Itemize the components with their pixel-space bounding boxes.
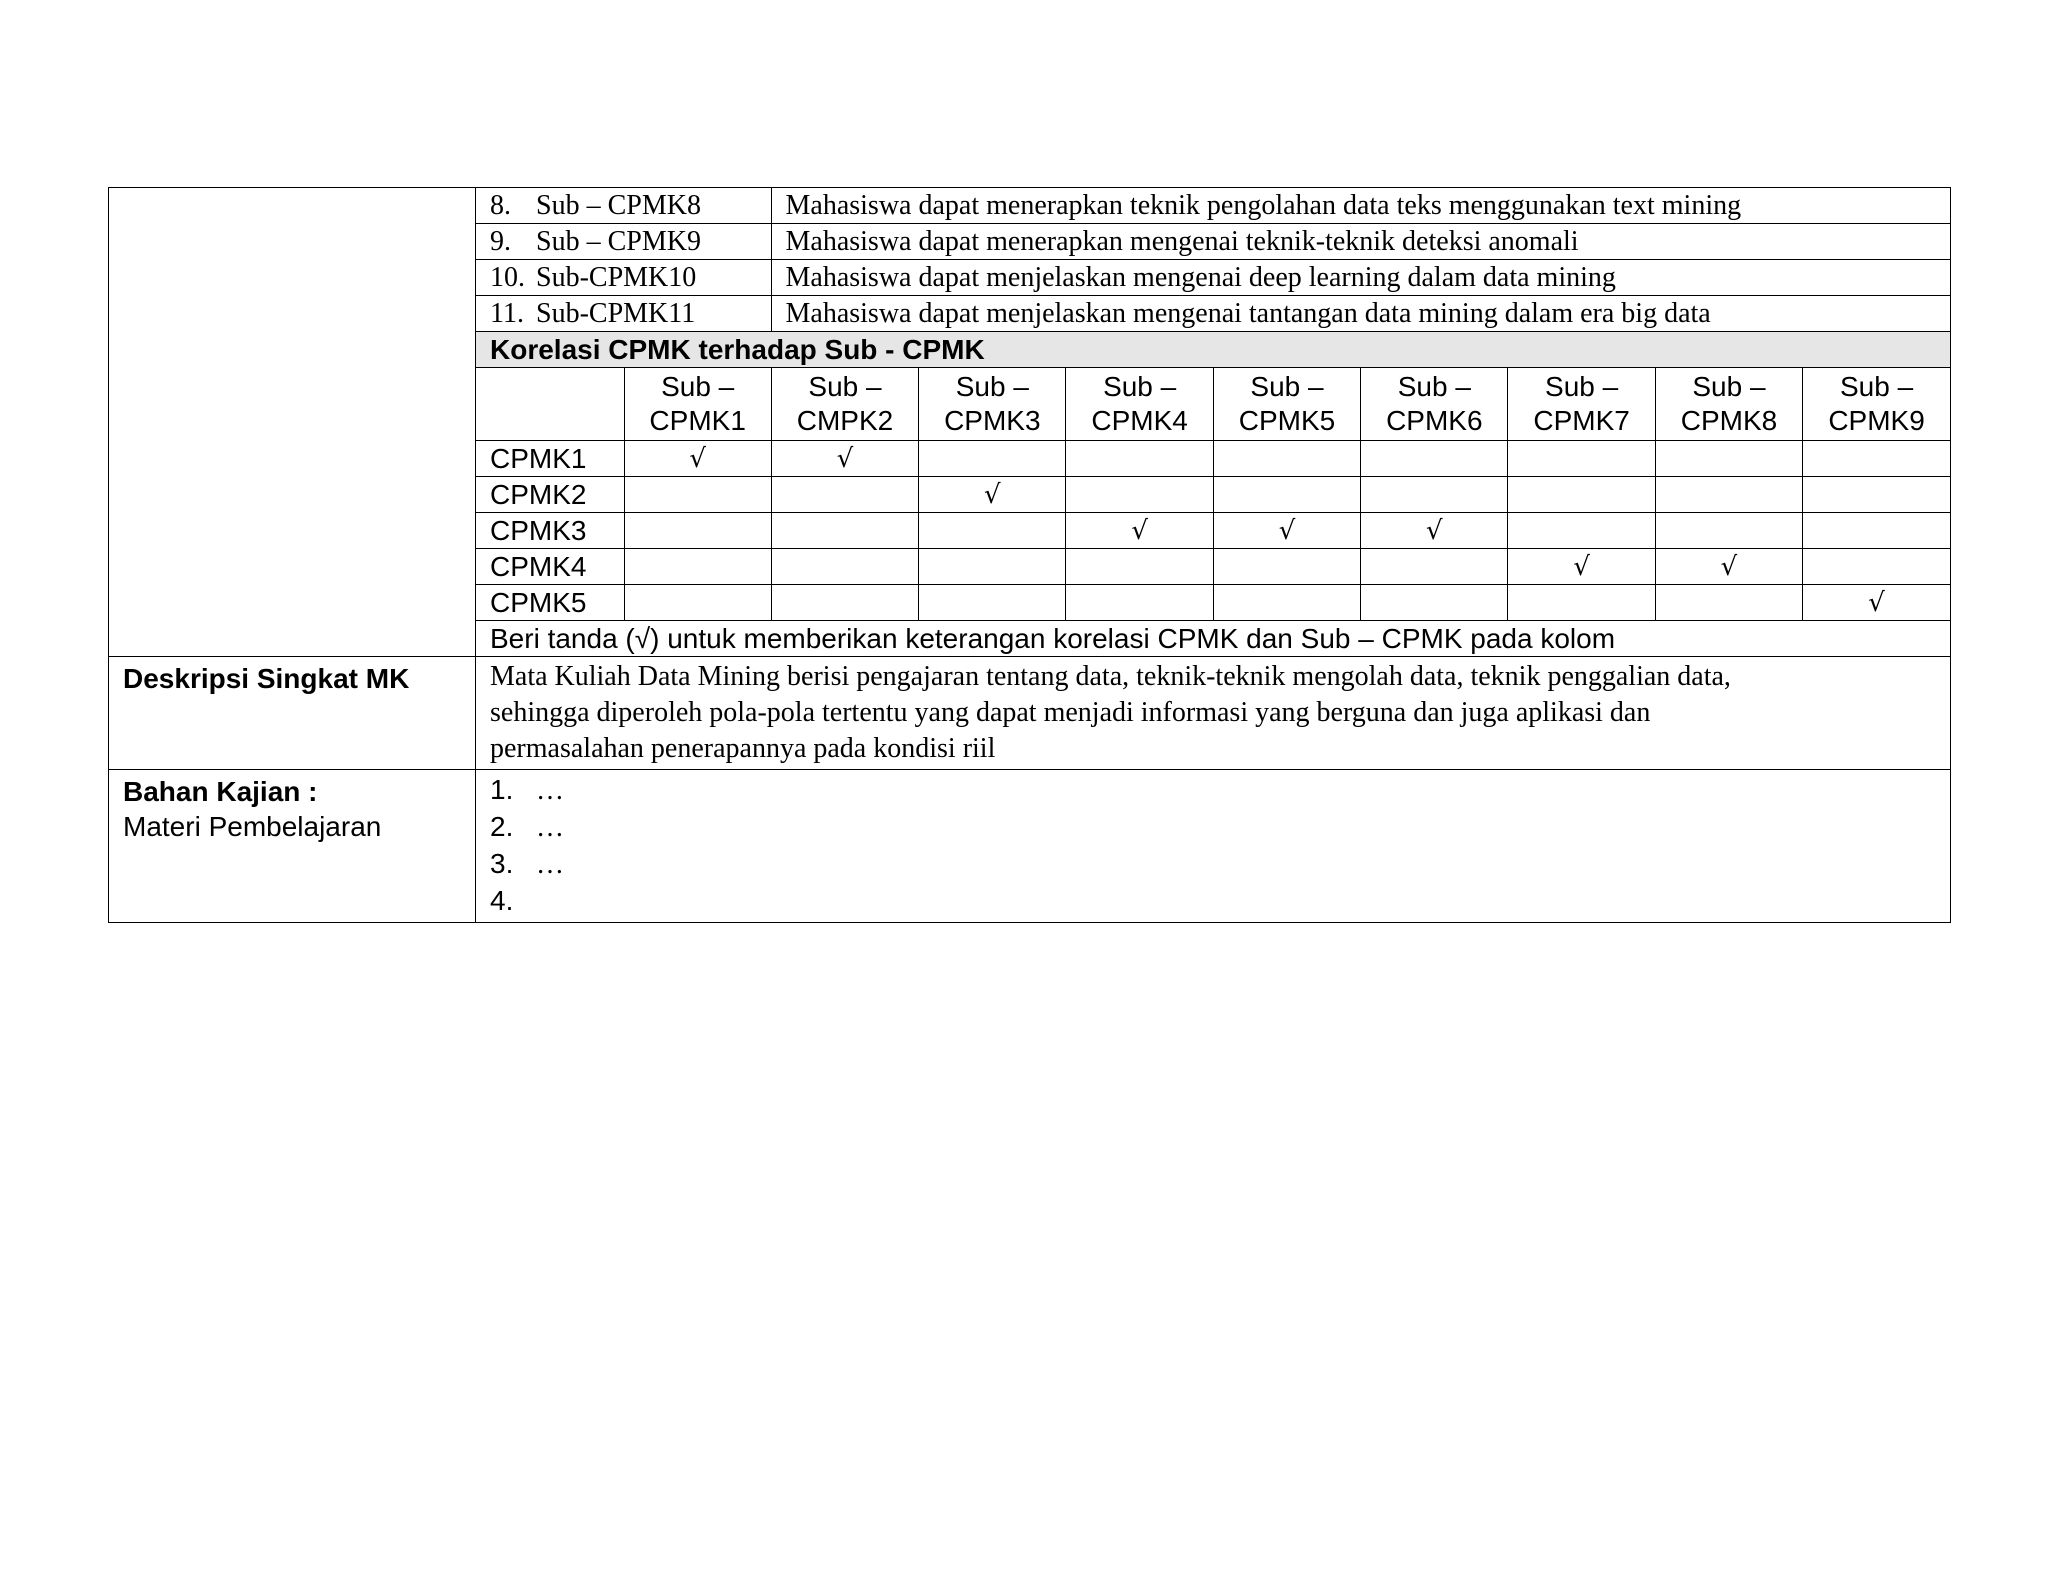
matrix-cell: √ <box>1655 549 1802 585</box>
matrix-row-cpmk4 <box>476 549 1950 585</box>
left-empty-cell <box>109 188 476 657</box>
matrix-column-header: Sub – CPMK8 <box>1655 368 1802 441</box>
sub-cpmk-desc: Mahasiswa dapat menerapkan mengenai teknik-teknik deteksi anomali <box>771 224 1950 260</box>
bahan-kajian-row <box>109 770 1951 923</box>
deskripsi-text <box>476 657 1951 770</box>
matrix-cell <box>1508 441 1655 477</box>
sub-cpmk-desc: Mahasiswa dapat menjelaskan mengenai deep learning dalam data mining <box>771 260 1950 296</box>
korelasi-heading: Korelasi CPMK terhadap Sub - CPMK <box>476 332 1950 368</box>
sub-cpmk-code: 10. Sub-CPMK10 <box>476 260 771 296</box>
matrix-column-header: Sub – CMPK2 <box>771 368 918 441</box>
matrix-column-header: Sub – CPMK3 <box>919 368 1066 441</box>
matrix-cell <box>1361 477 1508 513</box>
matrix-cell: √ <box>1066 513 1213 549</box>
deskripsi-line: Mata Kuliah Data Mining berisi pengajaran tentang data, teknik-teknik mengolah data, teknik penggalian data, <box>490 661 1731 692</box>
bahan-kajian-list <box>476 770 1951 923</box>
matrix-cell <box>1655 477 1802 513</box>
matrix-cell <box>1508 477 1655 513</box>
matrix-cell <box>1361 549 1508 585</box>
sub-cpmk-row <box>476 224 1950 260</box>
matrix-row-cpmk1 <box>476 441 1950 477</box>
matrix-row-label: CPMK3 <box>476 513 624 549</box>
matrix-cell: √ <box>1213 513 1360 549</box>
matrix-row-cpmk5 <box>476 585 1950 621</box>
list-item: 1. … <box>490 774 564 806</box>
matrix-cell <box>919 441 1066 477</box>
matrix-cell <box>1508 585 1655 621</box>
sub-cpmk-row <box>476 260 1950 296</box>
matrix-cell <box>919 513 1066 549</box>
matrix-row-cpmk3 <box>476 513 1950 549</box>
deskripsi-line: sehingga diperoleh pola-pola tertentu yang dapat menjadi informasi yang berguna dan juga aplikasi dan <box>490 697 1651 728</box>
matrix-column-header: Sub – CPMK5 <box>1213 368 1360 441</box>
list-item: 3. … <box>490 848 564 880</box>
matrix-cell <box>771 513 918 549</box>
matrix-cell <box>1066 549 1213 585</box>
sub-cpmk-desc: Mahasiswa dapat menjelaskan mengenai tantangan data mining dalam era big data <box>771 296 1950 332</box>
matrix-cell <box>1803 549 1950 585</box>
matrix-column-header: Sub – CPMK1 <box>624 368 771 441</box>
deskripsi-line: permasalahan penerapannya pada kondisi riil <box>490 733 996 764</box>
sub-cpmk-table <box>476 188 1950 368</box>
matrix-cell <box>919 585 1066 621</box>
sub-cpmk-row <box>476 296 1950 332</box>
sub-cpmk-content-cell <box>476 188 1951 657</box>
list-item: 2. … <box>490 811 564 843</box>
matrix-cell <box>1213 549 1360 585</box>
matrix-row-label: CPMK4 <box>476 549 624 585</box>
matrix-cell <box>624 513 771 549</box>
matrix-cell: √ <box>1508 549 1655 585</box>
matrix-cell <box>624 585 771 621</box>
sub-cpmk-code: 8. Sub – CPMK8 <box>476 188 771 224</box>
matrix-cell <box>1213 477 1360 513</box>
matrix-row-label: CPMK1 <box>476 441 624 477</box>
korelasi-note: Beri tanda (√) untuk memberikan keterangan korelasi CPMK dan Sub – CPMK pada kolom <box>476 621 1950 657</box>
list-item: 4. <box>490 885 514 916</box>
matrix-cell <box>1655 585 1802 621</box>
matrix-cell <box>919 549 1066 585</box>
matrix-cell <box>1803 441 1950 477</box>
matrix-cell: √ <box>771 441 918 477</box>
deskripsi-row <box>109 657 1951 770</box>
sub-cpmk-row <box>476 188 1950 224</box>
matrix-cell <box>1655 441 1802 477</box>
matrix-cell <box>1361 585 1508 621</box>
matrix-cell <box>771 477 918 513</box>
matrix-cell: √ <box>624 441 771 477</box>
bahan-kajian-label: Bahan Kajian : <box>123 776 318 807</box>
matrix-cell <box>771 549 918 585</box>
matrix-row-label: CPMK2 <box>476 477 624 513</box>
matrix-cell <box>1803 513 1950 549</box>
matrix-cell: √ <box>1361 513 1508 549</box>
deskripsi-label: Deskripsi Singkat MK <box>109 657 476 770</box>
matrix-cell <box>1803 477 1950 513</box>
sub-cpmk-code: 11. Sub-CPMK11 <box>476 296 771 332</box>
korelasi-matrix <box>476 368 1950 656</box>
matrix-cell <box>624 549 771 585</box>
matrix-column-header: Sub – CPMK9 <box>1803 368 1950 441</box>
matrix-cell <box>1066 477 1213 513</box>
sub-cpmk-section <box>109 188 1951 657</box>
matrix-column-header: Sub – CPMK7 <box>1508 368 1655 441</box>
matrix-cell <box>1066 585 1213 621</box>
sub-cpmk-desc: Mahasiswa dapat menerapkan teknik pengolahan data teks menggunakan text mining <box>771 188 1950 224</box>
matrix-column-header: Sub – CPMK6 <box>1361 368 1508 441</box>
matrix-cell <box>1508 513 1655 549</box>
matrix-cell <box>1213 585 1360 621</box>
materi-pembelajaran-label: Materi Pembelajaran <box>123 811 382 842</box>
matrix-row-label: CPMK5 <box>476 585 624 621</box>
matrix-cell <box>771 585 918 621</box>
korelasi-heading-row <box>476 332 1950 368</box>
matrix-header-row <box>476 368 1950 441</box>
korelasi-note-row <box>476 621 1950 657</box>
matrix-cell: √ <box>1803 585 1950 621</box>
matrix-cell <box>1655 513 1802 549</box>
matrix-cell <box>1213 441 1360 477</box>
matrix-corner-cell <box>476 368 624 441</box>
matrix-column-header: Sub – CPMK4 <box>1066 368 1213 441</box>
matrix-cell <box>1361 441 1508 477</box>
matrix-cell <box>1066 441 1213 477</box>
rps-table <box>108 187 1951 923</box>
bahan-kajian-label-cell <box>109 770 476 923</box>
matrix-cell: √ <box>919 477 1066 513</box>
matrix-row-cpmk2 <box>476 477 1950 513</box>
sub-cpmk-code: 9. Sub – CPMK9 <box>476 224 771 260</box>
matrix-cell <box>624 477 771 513</box>
